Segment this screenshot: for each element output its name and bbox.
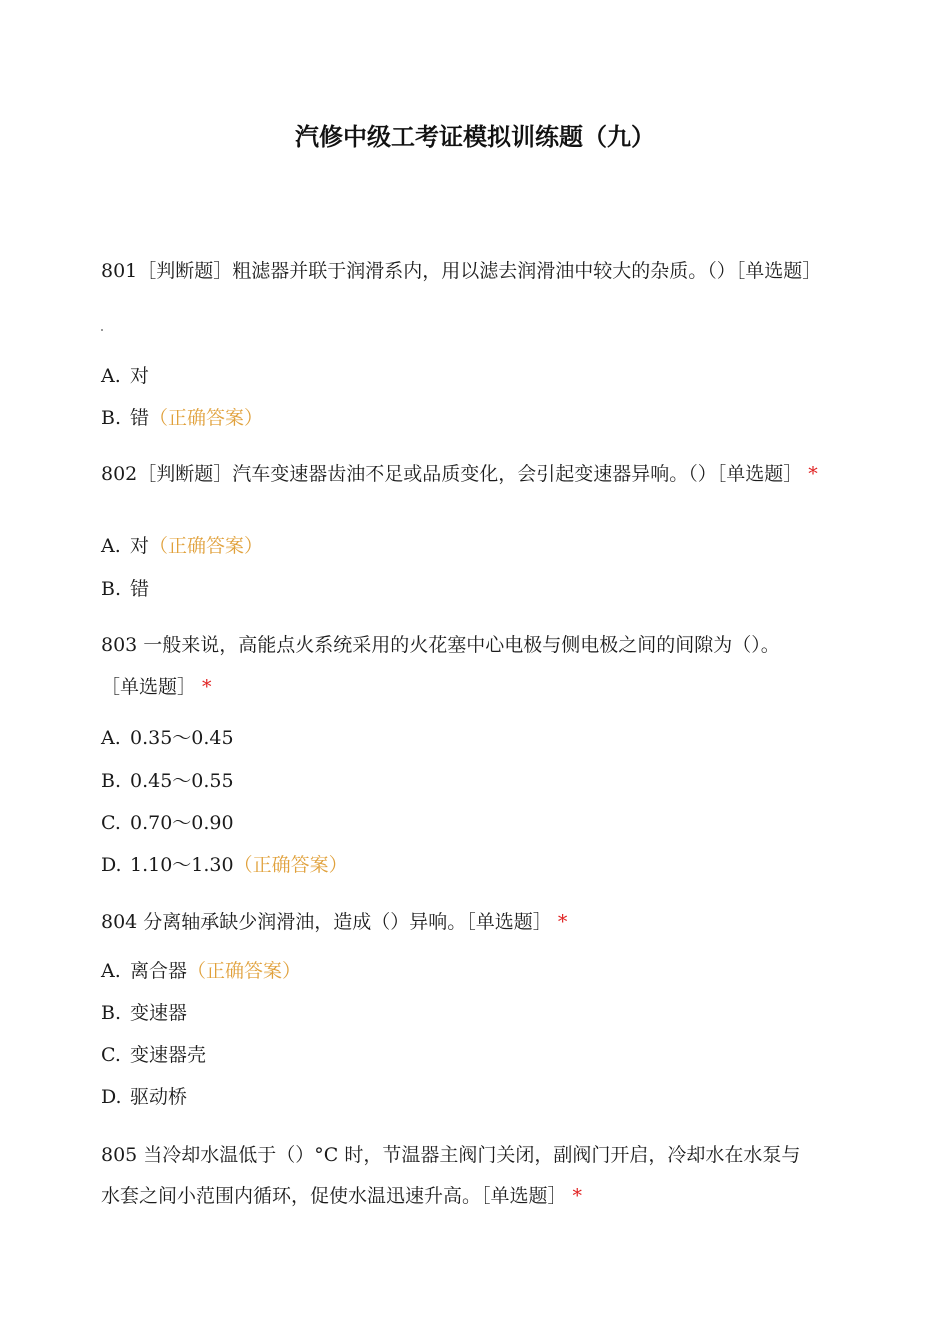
- option-802-b: [101, 576, 149, 602]
- option-letter: D.: [101, 854, 122, 876]
- question-805-stem-line2: [101, 1183, 582, 1209]
- option-text: 对: [130, 535, 150, 557]
- option-text: 离合器: [130, 960, 188, 982]
- option-text: 0.35〜0.45: [130, 727, 234, 749]
- required-asterisk: *: [572, 1185, 583, 1207]
- option-text: 错: [130, 407, 150, 429]
- option-text: 1.10〜1.30: [130, 854, 234, 876]
- option-text: 变速器壳: [130, 1044, 207, 1066]
- question-801-stem: [101, 259, 846, 283]
- question-805-stem-line1: 805 当冷却水温低于（）°C 时，节温器主阀门关闭，副阀门开启，冷却水在水泵与: [101, 1144, 801, 1166]
- option-802-a: [101, 533, 263, 559]
- option-803-b: [101, 768, 234, 794]
- option-803-a: [101, 725, 234, 751]
- correct-answer-marker: （正确答案）: [149, 535, 264, 557]
- option-letter: A.: [101, 535, 121, 557]
- option-804-c: [101, 1042, 206, 1068]
- option-text: 错: [130, 578, 150, 600]
- stray-mark: [101, 329, 103, 331]
- question-802-stem: [101, 462, 846, 486]
- correct-answer-marker: （正确答案）: [233, 854, 348, 876]
- option-803-c: [101, 810, 234, 836]
- option-letter: B.: [101, 1002, 122, 1024]
- option-letter: C.: [101, 812, 121, 834]
- option-text: 变速器: [130, 1002, 188, 1024]
- question-803-stem-line2: [101, 674, 212, 700]
- option-letter: A.: [101, 365, 121, 387]
- required-asterisk: *: [808, 463, 818, 485]
- required-asterisk: *: [202, 676, 212, 698]
- option-804-b: [101, 1000, 187, 1026]
- question-stem-text: 802［判断题］汽车变速器齿油不足或品质变化，会引起变速器异响。（）［单选题］: [101, 463, 803, 485]
- option-letter: C.: [101, 1044, 121, 1066]
- option-letter: D.: [101, 1086, 122, 1108]
- question-type-label: ［单选题］: [101, 676, 197, 698]
- required-asterisk: *: [557, 911, 568, 933]
- option-letter: A.: [101, 960, 121, 982]
- question-804-stem: [101, 909, 567, 935]
- question-stem-text: 804 分离轴承缺少润滑油，造成（）异响。［单选题］: [101, 911, 552, 933]
- option-text: 对: [130, 365, 150, 387]
- question-803-stem-line1: 803 一般来说，高能点火系统采用的火花塞中心电极与侧电极之间的间隙为（）。: [101, 634, 780, 656]
- option-text: 0.70〜0.90: [130, 812, 234, 834]
- option-letter: B.: [101, 407, 122, 429]
- option-801-a: [101, 363, 149, 389]
- option-804-d: [101, 1084, 187, 1110]
- option-text: 驱动桥: [130, 1086, 188, 1108]
- correct-answer-marker: （正确答案）: [187, 960, 302, 982]
- document-title: 汽修中级工考证模拟训练题（九）: [295, 123, 655, 151]
- question-stem-text: 801［判断题］粗滤器并联于润滑系内，用以滤去润滑油中较大的杂质。（）［单选题］: [101, 260, 822, 282]
- correct-answer-marker: （正确答案）: [149, 407, 264, 429]
- option-letter: B.: [101, 578, 122, 600]
- question-stem-text: 水套之间小范围内循环，促使水温迅速升高。［单选题］: [101, 1185, 567, 1207]
- option-letter: A.: [101, 727, 121, 749]
- option-letter: B.: [101, 770, 122, 792]
- option-text: 0.45〜0.55: [130, 770, 234, 792]
- option-803-d: [101, 852, 348, 878]
- option-804-a: [101, 958, 301, 984]
- option-801-b: [101, 405, 263, 431]
